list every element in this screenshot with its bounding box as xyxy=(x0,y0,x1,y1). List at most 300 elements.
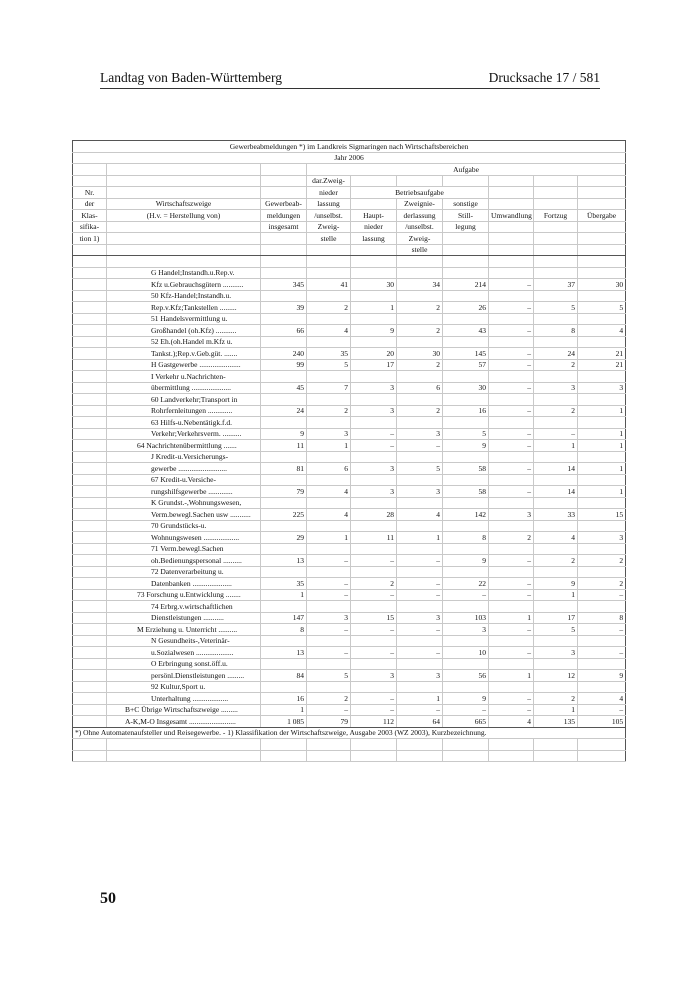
row-value: 4 xyxy=(307,509,351,521)
row-value: 43 xyxy=(443,325,489,337)
row-value: – xyxy=(351,704,397,716)
wz-head-0: Wirtschaftszweige xyxy=(107,198,261,210)
row-value: 13 xyxy=(261,647,307,659)
table-row xyxy=(73,635,626,647)
ges-head-0: Gewerbeab- xyxy=(261,198,307,210)
zweig-head-0: dar.Zweig- xyxy=(307,175,351,187)
row-label: übermittlung ..................... xyxy=(107,382,261,394)
row-value: 3 xyxy=(397,612,443,624)
row-value xyxy=(534,681,578,693)
row-value: 3 xyxy=(578,382,626,394)
row-value: 2 xyxy=(307,302,351,314)
row-value xyxy=(261,566,307,578)
row-value: 1 xyxy=(307,440,351,452)
row-value: – xyxy=(489,359,534,371)
row-value: – xyxy=(397,555,443,567)
uebergabe-head: Übergabe xyxy=(578,210,626,222)
row-value: 30 xyxy=(351,279,397,291)
row-value xyxy=(261,371,307,383)
row-value: – xyxy=(351,624,397,636)
row-value: – xyxy=(489,348,534,360)
row-value: 2 xyxy=(307,405,351,417)
table-row xyxy=(73,716,626,728)
table-row xyxy=(73,601,626,613)
row-value xyxy=(307,601,351,613)
row-value xyxy=(397,394,443,406)
row-value: 4 xyxy=(578,693,626,705)
row-value: 5 xyxy=(397,463,443,475)
row-value xyxy=(261,601,307,613)
row-value: 1 xyxy=(261,704,307,716)
row-value: 147 xyxy=(261,612,307,624)
row-value xyxy=(534,336,578,348)
row-value: – xyxy=(489,578,534,590)
row-value xyxy=(307,658,351,670)
row-value xyxy=(307,336,351,348)
row-value: – xyxy=(578,624,626,636)
row-value xyxy=(443,543,489,555)
row-label: 60 Landverkehr;Transport in xyxy=(107,394,261,406)
table-row xyxy=(73,681,626,693)
row-value: – xyxy=(489,555,534,567)
row-value: 28 xyxy=(351,509,397,521)
row-label: Kfz u.Gebrauchsgütern ........... xyxy=(107,279,261,291)
row-value xyxy=(261,394,307,406)
row-value xyxy=(489,681,534,693)
row-value xyxy=(261,267,307,279)
row-value: – xyxy=(489,647,534,659)
row-value: 29 xyxy=(261,532,307,544)
row-label: I Verkehr u.Nachrichten- xyxy=(107,371,261,383)
row-value: 34 xyxy=(397,279,443,291)
row-value xyxy=(261,290,307,302)
row-value xyxy=(443,601,489,613)
row-value xyxy=(578,566,626,578)
row-value xyxy=(397,371,443,383)
row-value xyxy=(261,451,307,463)
header-right: Drucksache 17 / 581 xyxy=(488,70,600,85)
row-value xyxy=(578,371,626,383)
zweig-head-5: stelle xyxy=(307,233,351,245)
row-label: 73 Forschung u.Entwicklung ........ xyxy=(107,589,261,601)
row-value: 4 xyxy=(307,325,351,337)
row-label: N Gesundheits-,Veterinär- xyxy=(107,635,261,647)
row-value xyxy=(489,474,534,486)
row-value xyxy=(397,417,443,429)
table-row xyxy=(73,658,626,670)
row-value: 1 xyxy=(489,612,534,624)
row-value xyxy=(534,543,578,555)
table-row xyxy=(73,543,626,555)
row-value xyxy=(351,681,397,693)
table-row xyxy=(73,371,626,383)
table-row xyxy=(73,313,626,325)
row-label: Wohnungswesen ................... xyxy=(107,532,261,544)
row-value: – xyxy=(307,578,351,590)
row-value xyxy=(578,681,626,693)
table-row xyxy=(73,612,626,624)
row-value xyxy=(534,394,578,406)
row-value: – xyxy=(489,589,534,601)
row-value: 2 xyxy=(534,693,578,705)
row-value: 5 xyxy=(534,302,578,314)
table-row xyxy=(73,497,626,509)
row-value xyxy=(351,543,397,555)
haupt-head-2: lassung xyxy=(351,233,397,245)
row-label: Dienstleistungen ........... xyxy=(107,612,261,624)
row-value: – xyxy=(351,589,397,601)
row-value xyxy=(397,520,443,532)
row-value: 3 xyxy=(351,670,397,682)
row-value: 2 xyxy=(534,405,578,417)
row-value: 9 xyxy=(534,578,578,590)
row-value: 3 xyxy=(351,405,397,417)
row-value: 1 xyxy=(397,532,443,544)
row-value xyxy=(578,267,626,279)
row-value xyxy=(307,394,351,406)
row-value xyxy=(443,681,489,693)
row-value: 2 xyxy=(534,555,578,567)
row-value: 58 xyxy=(443,486,489,498)
row-value: 3 xyxy=(397,486,443,498)
row-value xyxy=(397,451,443,463)
row-value: 5 xyxy=(307,359,351,371)
row-value: 9 xyxy=(261,428,307,440)
row-value: 1 xyxy=(261,589,307,601)
row-value xyxy=(534,267,578,279)
row-value: 1 xyxy=(397,693,443,705)
row-value: 2 xyxy=(489,532,534,544)
table-row xyxy=(73,555,626,567)
umw-head: Umwandlung xyxy=(489,210,534,222)
row-label: 50 Kfz-Handel;Instandh.u. xyxy=(107,290,261,302)
row-value: – xyxy=(489,440,534,452)
row-label: rungshilfsgewerbe ............. xyxy=(107,486,261,498)
row-value xyxy=(307,371,351,383)
row-value: 3 xyxy=(443,624,489,636)
row-value: – xyxy=(489,405,534,417)
row-value: 345 xyxy=(261,279,307,291)
row-value xyxy=(578,601,626,613)
row-value xyxy=(489,658,534,670)
nr-head-4: tion 1) xyxy=(73,233,107,245)
row-value xyxy=(489,313,534,325)
row-value: 3 xyxy=(307,428,351,440)
row-value xyxy=(307,681,351,693)
row-value: 35 xyxy=(261,578,307,590)
row-value xyxy=(443,313,489,325)
row-value xyxy=(578,635,626,647)
wz-head-1: (H.v. = Herstellung von) xyxy=(107,210,261,222)
row-value: 103 xyxy=(443,612,489,624)
haupt-head-1: nieder xyxy=(351,221,397,233)
row-value xyxy=(534,497,578,509)
table-row xyxy=(73,325,626,337)
table-row xyxy=(73,670,626,682)
table-title: Gewerbeabmeldungen *) im Landkreis Sigmaringen nach Wirtschaftsbereichen xyxy=(73,141,626,153)
row-value xyxy=(397,290,443,302)
row-value: 1 xyxy=(578,405,626,417)
row-value: 17 xyxy=(534,612,578,624)
table-row xyxy=(73,509,626,521)
row-label: 52 Eh.(oh.Handel m.Kfz u. xyxy=(107,336,261,348)
row-value: 6 xyxy=(397,382,443,394)
row-value: 214 xyxy=(443,279,489,291)
row-value: 3 xyxy=(351,463,397,475)
header-left: Landtag von Baden-Württemberg xyxy=(100,70,282,85)
row-value xyxy=(578,394,626,406)
table-row xyxy=(73,290,626,302)
row-value: 2 xyxy=(397,359,443,371)
nr-head-1: der xyxy=(73,198,107,210)
row-value xyxy=(578,313,626,325)
row-value: – xyxy=(578,704,626,716)
row-value: 2 xyxy=(534,359,578,371)
row-value: 3 xyxy=(397,670,443,682)
row-label: 67 Kredit-u.Versiche- xyxy=(107,474,261,486)
row-value xyxy=(534,290,578,302)
row-value xyxy=(261,681,307,693)
row-value xyxy=(261,635,307,647)
row-value: 9 xyxy=(578,670,626,682)
row-value xyxy=(443,658,489,670)
row-value: 11 xyxy=(351,532,397,544)
row-value xyxy=(261,543,307,555)
row-value xyxy=(397,681,443,693)
row-value: 9 xyxy=(351,325,397,337)
row-value: – xyxy=(578,647,626,659)
row-value: – xyxy=(443,589,489,601)
row-value: 2 xyxy=(578,555,626,567)
zweig2-head-1: derlassung xyxy=(397,210,443,222)
table-row xyxy=(73,451,626,463)
row-value: 8 xyxy=(534,325,578,337)
row-value: 3 xyxy=(578,532,626,544)
row-value: 14 xyxy=(534,486,578,498)
row-label: Rohrfernleitungen ............. xyxy=(107,405,261,417)
row-value xyxy=(489,566,534,578)
table-row xyxy=(73,336,626,348)
row-value: 58 xyxy=(443,463,489,475)
row-value: – xyxy=(489,693,534,705)
row-value: 57 xyxy=(443,359,489,371)
row-value xyxy=(307,290,351,302)
row-label: Unterhaltung ................... xyxy=(107,693,261,705)
table-row xyxy=(73,348,626,360)
table-row xyxy=(73,440,626,452)
row-value xyxy=(351,497,397,509)
row-value xyxy=(534,417,578,429)
row-value xyxy=(489,497,534,509)
row-value xyxy=(261,417,307,429)
table-row xyxy=(73,428,626,440)
row-value xyxy=(534,658,578,670)
row-value: 112 xyxy=(351,716,397,728)
row-label: u.Sozialwesen .................... xyxy=(107,647,261,659)
row-label: K Grundst.-,Wohnungswesen, xyxy=(107,497,261,509)
zweig2-head-2: /unselbst. xyxy=(397,221,443,233)
row-value: 240 xyxy=(261,348,307,360)
header-rule xyxy=(100,88,600,89)
row-value: 3 xyxy=(351,382,397,394)
row-value xyxy=(261,474,307,486)
row-value: – xyxy=(489,279,534,291)
row-value xyxy=(489,290,534,302)
haupt-head-0: Haupt- xyxy=(351,210,397,222)
zweig-head-2: lassung xyxy=(307,198,351,210)
row-value xyxy=(351,336,397,348)
row-value xyxy=(261,497,307,509)
row-value xyxy=(489,417,534,429)
row-value: 4 xyxy=(397,509,443,521)
row-value: 30 xyxy=(578,279,626,291)
betriebsaufgabe-header: Betriebsaufgabe xyxy=(351,187,489,199)
zweig-head-3: /unselbst. xyxy=(307,210,351,222)
row-value: 12 xyxy=(534,670,578,682)
row-value: – xyxy=(443,704,489,716)
row-value: 1 085 xyxy=(261,716,307,728)
row-value: 20 xyxy=(351,348,397,360)
row-value: – xyxy=(307,624,351,636)
row-value: 1 xyxy=(307,532,351,544)
row-value xyxy=(578,520,626,532)
row-value: – xyxy=(397,589,443,601)
row-value: 7 xyxy=(307,382,351,394)
row-value: 135 xyxy=(534,716,578,728)
row-value: 1 xyxy=(351,302,397,314)
row-value xyxy=(261,336,307,348)
row-value xyxy=(534,474,578,486)
row-label: M Erziehung u. Unterricht .......... xyxy=(107,624,261,636)
row-value xyxy=(578,497,626,509)
row-value xyxy=(443,267,489,279)
table-row xyxy=(73,647,626,659)
row-value: 9 xyxy=(443,555,489,567)
row-value: 5 xyxy=(307,670,351,682)
row-value: 1 xyxy=(578,440,626,452)
page-number: 50 xyxy=(100,890,116,907)
row-value xyxy=(307,267,351,279)
table-row xyxy=(73,267,626,279)
row-value: 66 xyxy=(261,325,307,337)
row-label: J Kredit-u.Versicherungs- xyxy=(107,451,261,463)
row-value xyxy=(397,267,443,279)
row-value: 64 xyxy=(397,716,443,728)
row-value: 8 xyxy=(578,612,626,624)
row-value: – xyxy=(489,704,534,716)
row-value: 8 xyxy=(443,532,489,544)
row-value: 56 xyxy=(443,670,489,682)
row-label: persönl.Dienstleistungen ......... xyxy=(107,670,261,682)
row-value xyxy=(351,313,397,325)
row-value: 79 xyxy=(261,486,307,498)
row-value: 3 xyxy=(351,486,397,498)
row-value: 13 xyxy=(261,555,307,567)
statistics-table xyxy=(72,140,626,762)
row-value: 5 xyxy=(443,428,489,440)
row-value xyxy=(351,601,397,613)
row-value: 45 xyxy=(261,382,307,394)
row-value: 37 xyxy=(534,279,578,291)
row-value: 3 xyxy=(397,428,443,440)
row-value: – xyxy=(307,647,351,659)
row-value xyxy=(351,417,397,429)
row-value: 26 xyxy=(443,302,489,314)
row-value: – xyxy=(489,486,534,498)
row-value xyxy=(307,313,351,325)
row-value xyxy=(578,543,626,555)
row-value: 17 xyxy=(351,359,397,371)
row-value xyxy=(397,313,443,325)
row-value: 22 xyxy=(443,578,489,590)
row-value xyxy=(443,474,489,486)
row-value xyxy=(489,601,534,613)
row-value xyxy=(489,520,534,532)
zweig-head-1: nieder xyxy=(307,187,351,199)
row-value xyxy=(534,566,578,578)
row-value xyxy=(307,451,351,463)
row-value xyxy=(489,451,534,463)
row-value: 145 xyxy=(443,348,489,360)
row-value: 9 xyxy=(443,440,489,452)
row-value xyxy=(443,497,489,509)
fort-head: Fortzug xyxy=(534,210,578,222)
nr-head-3: sifika- xyxy=(73,221,107,233)
row-label: Tankst.);Rep.v.Geb.güt. ....... xyxy=(107,348,261,360)
row-label: A-K,M-O Insgesamt ......................... xyxy=(107,716,261,728)
row-value xyxy=(351,451,397,463)
row-value: 2 xyxy=(397,405,443,417)
row-value: 4 xyxy=(307,486,351,498)
row-value: 2 xyxy=(351,578,397,590)
row-value: – xyxy=(489,463,534,475)
row-value: 4 xyxy=(534,532,578,544)
row-label: B+C Übrige Wirtschaftszweige ......... xyxy=(107,704,261,716)
row-label: 51 Handelsvermittlung u. xyxy=(107,313,261,325)
row-value xyxy=(397,566,443,578)
row-value: 84 xyxy=(261,670,307,682)
table-footnote: *) Ohne Automatenaufsteller und Reisegewerbe. - 1) Klassifikation der Wirtschaftszweige, Ausgabe 2003 (WZ 2003), Kurzbezeichnung. xyxy=(73,727,626,739)
row-value: 1 xyxy=(578,428,626,440)
row-label: H Gastgewerbe ...................... xyxy=(107,359,261,371)
row-value xyxy=(578,336,626,348)
row-value: – xyxy=(397,440,443,452)
ges-head-2: insgesamt xyxy=(261,221,307,233)
row-value xyxy=(397,497,443,509)
row-value: 10 xyxy=(443,647,489,659)
row-value xyxy=(351,566,397,578)
row-value xyxy=(534,371,578,383)
row-value: 24 xyxy=(534,348,578,360)
row-value xyxy=(443,371,489,383)
row-value xyxy=(351,290,397,302)
row-label: O Erbringung sonst.öff.u. xyxy=(107,658,261,670)
row-value xyxy=(351,267,397,279)
row-value: 1 xyxy=(578,486,626,498)
row-value xyxy=(489,336,534,348)
row-value: 8 xyxy=(261,624,307,636)
row-value xyxy=(578,451,626,463)
row-value: 9 xyxy=(443,693,489,705)
row-value: 3 xyxy=(534,382,578,394)
row-label: 63 Hilfs-u.Nebentätigk.f.d. xyxy=(107,417,261,429)
row-value: 5 xyxy=(534,624,578,636)
row-label: Großhandel (oh.Kfz) ........... xyxy=(107,325,261,337)
row-value: – xyxy=(351,693,397,705)
row-value: – xyxy=(489,428,534,440)
row-value xyxy=(307,566,351,578)
row-value xyxy=(578,417,626,429)
